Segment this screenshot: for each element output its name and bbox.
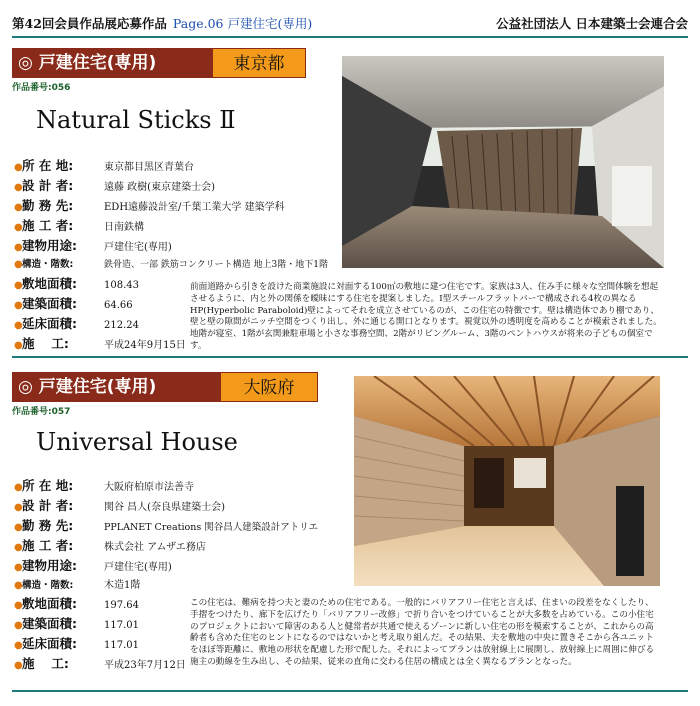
project-description: この住宅は、難病を持つ夫と妻のための住宅である。一般的にバリアフリー住宅と言えば、住まいの段差をなくしたり、手摺をつけたり、廊下を広げたり「バリアフリー改修」で折り合いをつけていることが大多数を占めている。この小住宅のプロジェクトにおいて障害のある人と健常者が共通で使えるゾーンに新しい住宅の形を模索することが、これからの高齢者も含めた住宅のヒントになるのではないかと考え取り組んだ。その結果、夫を敷地の中央に置きそこから各ユニットをほぼ等距離に、敷地の形状を配慮した形で配した。それによってプランは放射線上に展開し、放射線上に周囲に伸びる施主の動線を生み出し、その結果、従来の直角に交わる住居の構成とは全く異なるプランとなった。 (190, 598, 655, 667)
field-label: 設 計 者: (22, 498, 74, 513)
field-value: EDH遠藤設計室/千葉工業大学 建築学科 (104, 202, 285, 213)
section-divider (12, 690, 688, 692)
prefecture-badge: 東京都 (212, 48, 306, 78)
bullet-icon: ● (14, 542, 23, 553)
category-band: ◎ 戸建住宅(専用) (12, 372, 222, 402)
bullet-icon: ● (14, 660, 23, 671)
field-label: 所 在 地: (22, 158, 74, 173)
bullet-icon: ● (14, 340, 23, 351)
info-row (14, 236, 172, 254)
exhibition-title: 第42回会員作品展応募作品 (12, 16, 167, 31)
field-label: 延床面積: (22, 636, 77, 651)
field-value: 平成24年9月15日 (104, 340, 186, 351)
info-row (14, 496, 225, 514)
work-number: 作品番号:056 (12, 83, 71, 93)
bullet-icon: ● (14, 259, 23, 270)
info-row (14, 294, 133, 312)
exhibition-header (12, 14, 312, 32)
field-label: 敷地面積: (22, 596, 77, 611)
info-row (14, 594, 139, 612)
work-title: Natural Sticks Ⅱ (36, 106, 236, 134)
bullet-icon: ● (14, 222, 23, 233)
project-photo (342, 56, 664, 268)
field-label: 敷地面積: (22, 276, 77, 291)
field-value: PPLANET Creations 関谷昌人建築設計アトリエ (104, 522, 319, 533)
field-label: 建築面積: (22, 616, 77, 631)
field-value: 117.01 (104, 620, 139, 631)
work-title: Universal House (36, 428, 238, 456)
bullet-icon: ● (14, 182, 23, 193)
organization-name: 公益社団法人 日本建築士会連合会 (496, 16, 688, 31)
bullet-icon: ● (14, 242, 23, 253)
field-value: 平成23年7月12日 (104, 660, 186, 671)
prefecture-badge: 大阪府 (220, 372, 318, 402)
bullet-icon: ● (14, 502, 23, 513)
info-row (14, 536, 206, 554)
bullet-icon: ● (14, 202, 23, 213)
info-row (14, 654, 186, 672)
bullet-icon: ● (14, 620, 23, 631)
section-divider (12, 356, 688, 358)
field-label: 所 在 地: (22, 478, 74, 493)
bullet-icon: ● (14, 562, 23, 573)
info-row (14, 216, 144, 234)
bullet-icon: ● (14, 280, 23, 291)
field-value: 株式会社 アムザエ務店 (104, 542, 206, 553)
info-row (14, 516, 318, 534)
info-row (14, 256, 328, 274)
bullet-icon: ● (14, 600, 23, 611)
interior-photo-illustration (354, 376, 660, 586)
field-label: 建物用途: (22, 238, 77, 253)
info-row (14, 634, 139, 652)
info-row (14, 176, 215, 194)
field-label: 建築面積: (22, 296, 77, 311)
info-row (14, 476, 194, 494)
bullet-icon: ● (14, 300, 23, 311)
field-label: 建物用途: (22, 558, 77, 573)
page-reference: Page.06 戸建住宅(専用) (172, 16, 313, 31)
field-value: 戸建住宅(専用) (104, 242, 172, 253)
field-label: 勤 務 先: (22, 198, 74, 213)
bullet-icon: ● (14, 640, 23, 651)
field-value: 197.64 (104, 600, 139, 611)
bullet-icon: ● (14, 580, 23, 591)
field-label: 延床面積: (22, 316, 77, 331)
field-value: 日南鉄構 (104, 222, 144, 233)
field-value: 108.43 (104, 280, 139, 291)
field-value: 東京都目黒区青葉台 (104, 162, 194, 173)
category-band: ◎ 戸建住宅(専用) (12, 48, 214, 78)
bullet-icon: ● (14, 320, 23, 331)
info-row (14, 576, 140, 594)
bullet-icon: ● (14, 522, 23, 533)
field-label: 施 工 者: (22, 218, 74, 233)
info-row (14, 614, 139, 632)
project-photo (354, 376, 660, 586)
field-value: 大阪府柏原市法善寺 (104, 482, 194, 493)
field-label: 設 計 者: (22, 178, 74, 193)
bullet-icon: ● (14, 162, 23, 173)
field-value: 鉄骨造、一部 鉄筋コンクリート構造 地上3階・地下1階 (104, 260, 328, 270)
field-label: 勤 務 先: (22, 518, 74, 533)
interior-photo-illustration (342, 56, 664, 268)
project-description: 前面道路から引きを設けた商業施設に対面する100㎡の敷地に建つ住宅です。家族は3人、住み手に様々な空間体験を想起させるように、内と外の関係を曖昧にする住宅を提案しました。I型スチールフラットバーで構成される4枚の異なるHP(Hyperbolic Paraboloid)壁によってそれを成立させているのが、この住宅の特徴です。壁は構造体であり棚であり、壁と壁の隙間がニッチ空間をつくり出し、外に通じる開口となります。視覚以外の透明度を高めることが模索されました。地階が寝室、1階が玄関兼駐車場と小さな事務空間、2階がリビングルーム、3階のペントハウスが将来の子どもの個室です。 (190, 282, 662, 351)
field-label: 施 工: (22, 336, 69, 351)
info-row (14, 556, 172, 574)
field-label: 構造・階数: (22, 580, 74, 591)
work-number: 作品番号:057 (12, 407, 71, 417)
info-row (14, 334, 186, 352)
field-value: 遠藤 政樹(東京建築士会) (104, 182, 215, 193)
field-value: 117.01 (104, 640, 139, 651)
bullet-icon: ● (14, 482, 23, 493)
field-value: 64.66 (104, 300, 133, 311)
header-divider (12, 36, 688, 38)
field-value: 木造1階 (104, 580, 141, 591)
info-row (14, 156, 194, 174)
field-label: 施 工: (22, 656, 69, 671)
info-row (14, 196, 285, 214)
field-label: 施 工 者: (22, 538, 74, 553)
info-row (14, 274, 139, 292)
field-value: 212.24 (104, 320, 139, 331)
field-value: 関谷 昌人(奈良県建築士会) (104, 502, 225, 513)
info-row (14, 314, 139, 332)
field-value: 戸建住宅(専用) (104, 562, 172, 573)
field-label: 構造・階数: (22, 259, 74, 270)
